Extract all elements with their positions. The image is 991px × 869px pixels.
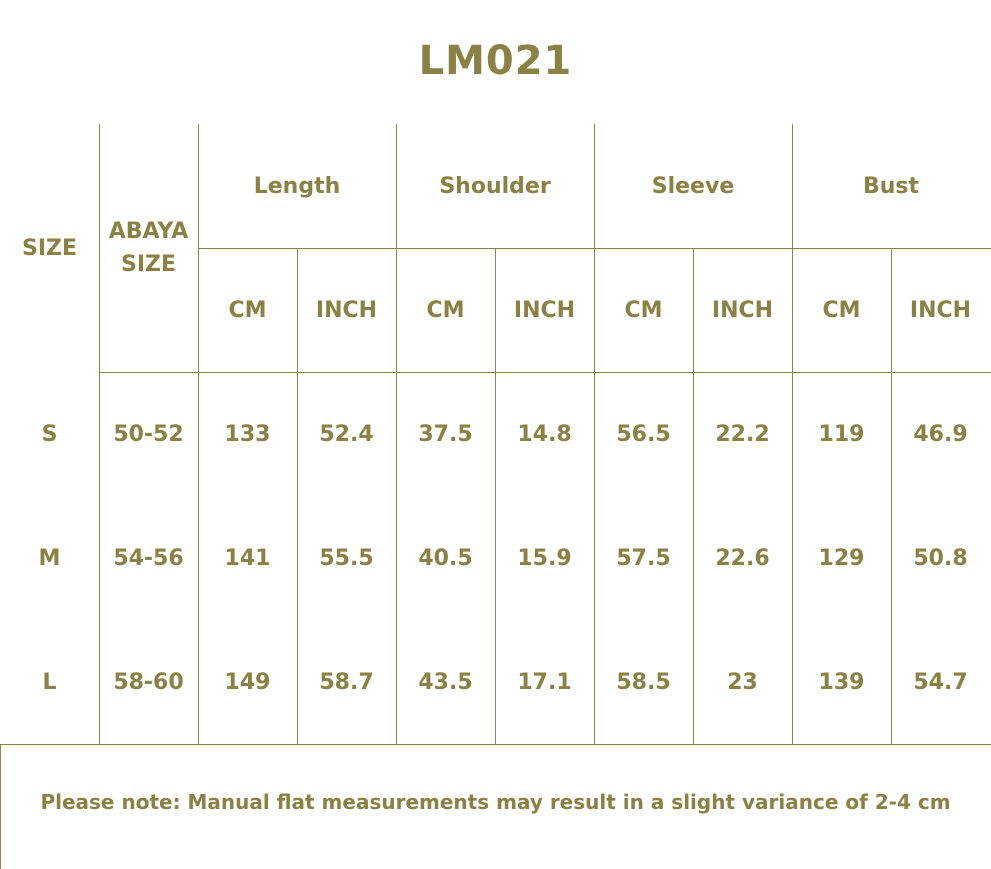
unit-header: CM xyxy=(822,297,861,323)
value-cell: 129 xyxy=(818,545,865,571)
header-size: SIZE xyxy=(21,235,77,261)
value-cell: 37.5 xyxy=(418,421,473,447)
value-cell: 119 xyxy=(818,421,865,447)
size-cell: S xyxy=(41,421,58,447)
size-cell: M xyxy=(38,545,61,571)
value-cell: 22.6 xyxy=(715,545,770,571)
value-cell: 40.5 xyxy=(418,545,473,571)
value-cell: 15.9 xyxy=(517,545,572,571)
value-cell: 46.9 xyxy=(913,421,968,447)
value-cell: 55.5 xyxy=(319,545,374,571)
size-cell: L xyxy=(42,669,57,695)
header-bust: Bust xyxy=(862,173,920,199)
header-length: Length xyxy=(253,173,341,199)
value-cell: 22.2 xyxy=(715,421,770,447)
value-cell: 14.8 xyxy=(517,421,572,447)
unit-header: CM xyxy=(228,297,267,323)
measurement-note: Please note: Manual flat measurements may result in a slight variance of 2-4 cm xyxy=(40,790,951,814)
unit-header: CM xyxy=(426,297,465,323)
header-sleeve: Sleeve xyxy=(651,173,735,199)
value-cell: 57.5 xyxy=(616,545,671,571)
unit-header: CM xyxy=(624,297,663,323)
value-cell: 23 xyxy=(727,669,758,695)
value-cell: 58.5 xyxy=(616,669,671,695)
header-abaya-size: ABAYA SIZE xyxy=(108,219,189,277)
unit-header: INCH xyxy=(315,297,378,323)
value-cell: 54.7 xyxy=(913,669,968,695)
value-cell: 58.7 xyxy=(319,669,374,695)
value-cell: 133 xyxy=(224,421,271,447)
header-shoulder: Shoulder xyxy=(439,173,551,199)
unit-header: INCH xyxy=(513,297,576,323)
value-cell: 139 xyxy=(818,669,865,695)
abaya-size-cell: 50-52 xyxy=(113,421,184,447)
value-cell: 149 xyxy=(224,669,271,695)
page-title: LM021 xyxy=(418,38,573,84)
unit-header: INCH xyxy=(711,297,774,323)
value-cell: 56.5 xyxy=(616,421,671,447)
value-cell: 52.4 xyxy=(319,421,374,447)
value-cell: 17.1 xyxy=(517,669,572,695)
abaya-size-cell: 54-56 xyxy=(113,545,184,571)
value-cell: 141 xyxy=(224,545,271,571)
unit-header: INCH xyxy=(909,297,972,323)
table-divider xyxy=(0,744,991,745)
value-cell: 43.5 xyxy=(418,669,473,695)
value-cell: 50.8 xyxy=(913,545,968,571)
abaya-size-cell: 58-60 xyxy=(113,669,184,695)
